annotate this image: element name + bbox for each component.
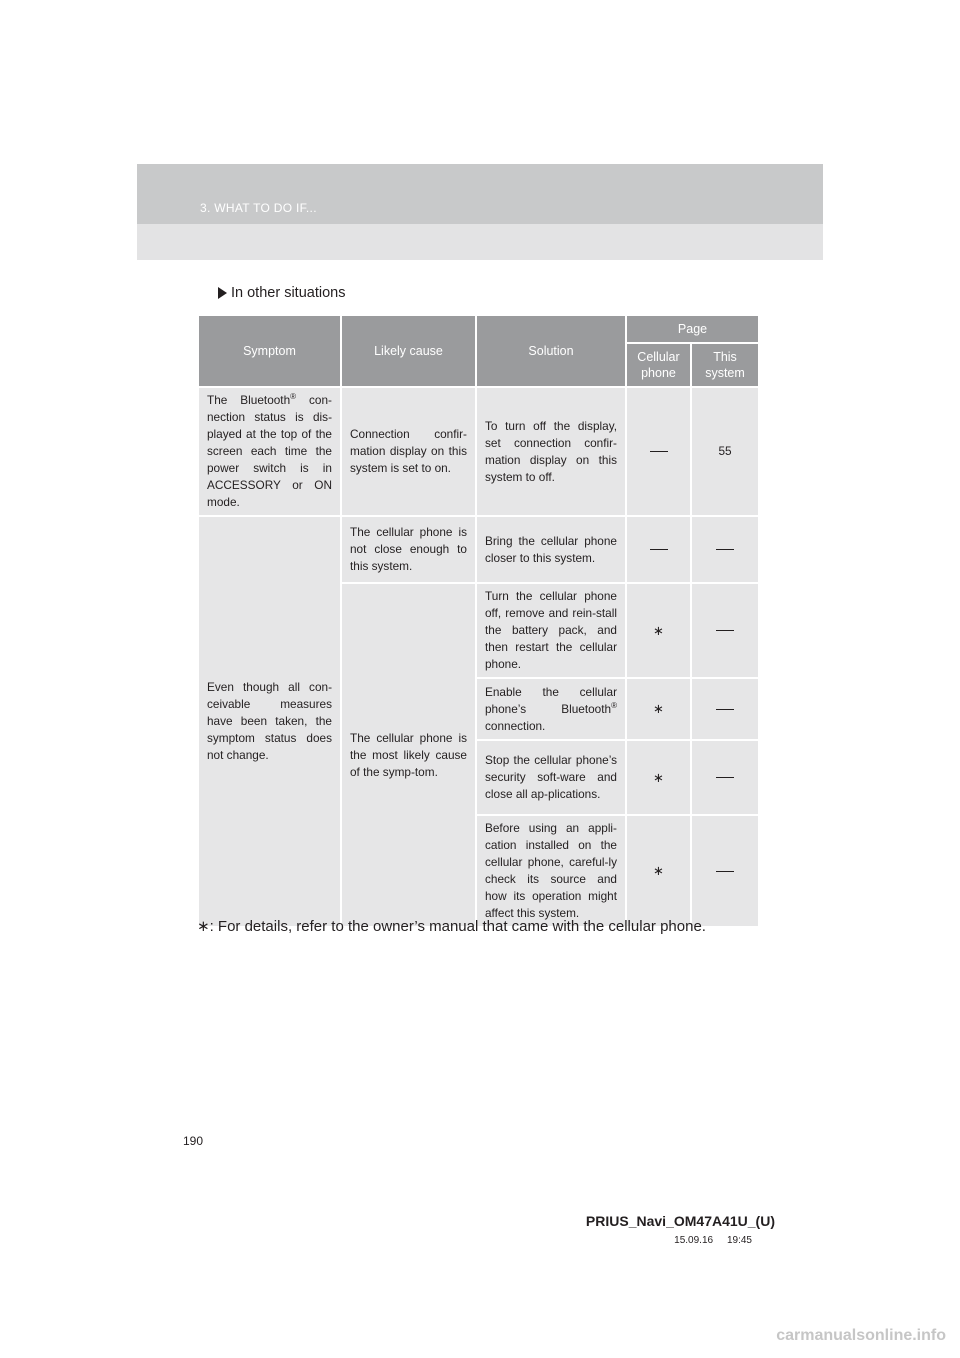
row3-page-phone — [627, 584, 690, 677]
row6-page-phone — [627, 816, 690, 926]
footnote-text: : For details, refer to the owner’s manual that came with the cellular phone. — [209, 918, 706, 935]
row5-solution: Stop the cellular phone’s security soft-ware and close all ap-plications. — [477, 741, 625, 814]
page-number: 190 — [183, 1134, 204, 1148]
row4-page-phone — [627, 679, 690, 739]
row5-page-phone — [627, 741, 690, 814]
row6-solution: Before using an appli-cation installed on the cellular phone, careful-ly check its source and how its operation might affect this system. — [477, 816, 625, 926]
row1-page-phone — [627, 388, 690, 515]
subheading-text: In other situations — [231, 285, 346, 301]
document-timestamp: 15.09.16 19:45 — [674, 1235, 752, 1246]
asterisk-icon: ∗ — [197, 918, 210, 935]
asterisk-icon: ∗ — [653, 863, 664, 878]
dash-icon — [650, 549, 668, 550]
document-id: PRIUS_Navi_OM47A41U_(U) — [585, 1213, 775, 1229]
row4-solution: Enable the cellular phone’s Bluetooth® connection. — [477, 679, 625, 739]
footnote — [197, 917, 706, 935]
header-symptom: Symptom — [199, 316, 340, 386]
row1-solution: To turn off the display, set connection confir-mation display on this system to off. — [477, 388, 625, 515]
asterisk-icon: ∗ — [653, 622, 664, 638]
subheading — [218, 285, 345, 301]
row1-symptom: The Bluetooth® con-nection status is dis-played at the top of the screen each time the power switch is in ACCESSORY or ON mode. — [199, 388, 340, 515]
header-bar — [137, 164, 823, 224]
dash-icon — [716, 630, 734, 631]
header-subbar — [137, 224, 823, 260]
triangle-bullet-icon — [218, 287, 227, 299]
row2-page-phone — [627, 517, 690, 582]
row2-page-system — [692, 517, 758, 582]
asterisk-icon: ∗ — [653, 769, 664, 785]
row2-solution: Bring the cellular phone closer to this system. — [477, 517, 625, 582]
dash-icon — [650, 451, 668, 452]
dash-icon — [716, 549, 734, 550]
header-this-system: This system — [692, 344, 758, 386]
section-title: 3. WHAT TO DO IF... — [200, 201, 317, 215]
header-solution: Solution — [477, 316, 625, 386]
row3-page-system — [692, 584, 758, 677]
row6-page-system — [692, 816, 758, 926]
row4-page-system — [692, 679, 758, 739]
row3-solution: Turn the cellular phone off, remove and rein-stall the battery pack, and then restart the cellular phone. — [477, 584, 625, 677]
header-likely-cause: Likely cause — [342, 316, 475, 386]
dash-icon — [716, 871, 734, 872]
header-page: Page — [627, 316, 758, 342]
symptom-table — [197, 314, 760, 928]
dash-icon — [716, 709, 734, 710]
row1-page-system: 55 — [692, 388, 758, 515]
row2-cause: The cellular phone is not close enough to this system. — [342, 517, 475, 582]
header-cellular-phone: Cellular phone — [627, 344, 690, 386]
row1-cause: Connection confir-mation display on this system is set to on. — [342, 388, 475, 515]
row3-cause: The cellular phone is the most likely cause of the symp-tom. — [342, 584, 475, 926]
watermark: carmanualsonline.info — [776, 1327, 946, 1344]
row5-page-system — [692, 741, 758, 814]
dash-icon — [716, 777, 734, 778]
asterisk-icon: ∗ — [653, 701, 664, 716]
row2-symptom: Even though all con-ceivable measures have been taken, the symptom status does not change. — [199, 517, 340, 926]
